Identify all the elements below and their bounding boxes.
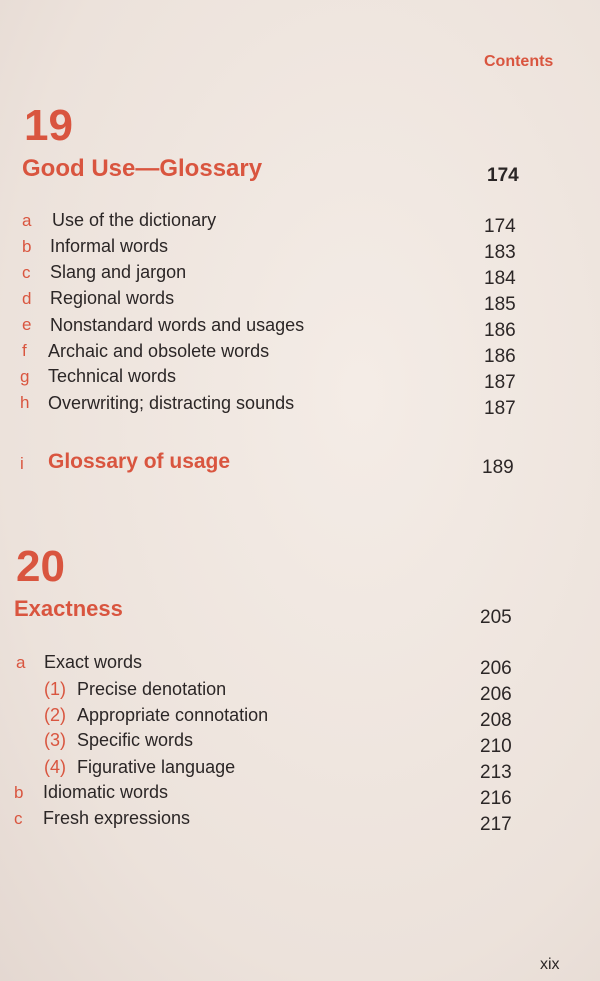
subsection-label: Specific words (77, 730, 194, 750)
subsection-page: 210 (480, 736, 512, 757)
section-letter: f (22, 341, 27, 360)
section-label: Idiomatic words (43, 782, 169, 802)
section-letter: c (14, 809, 23, 828)
chapter-20-title: Exactness (14, 596, 123, 621)
section-letter: h (20, 393, 30, 412)
running-head: Contents (484, 53, 554, 70)
section-label: Exact words (44, 652, 143, 672)
section-letter: d (22, 289, 32, 308)
section-page: 206 (480, 658, 512, 679)
subsection-page: 213 (480, 762, 512, 783)
section-page: 187 (484, 372, 516, 393)
subsection-number: (4) (44, 757, 66, 777)
section-page: 184 (484, 268, 516, 289)
section-page: 217 (480, 814, 512, 835)
section-label: Technical words (48, 366, 177, 386)
section-label: Fresh expressions (43, 808, 191, 828)
section-page: 187 (484, 398, 516, 419)
section-letter: i (20, 454, 24, 473)
section-label: Slang and jargon (50, 262, 187, 282)
section-letter: e (22, 315, 32, 334)
subsection-page: 208 (480, 710, 512, 731)
chapter-19-title: Good Use—Glossary (22, 155, 263, 182)
section-page: 186 (484, 320, 516, 341)
glossary-page: 189 (482, 457, 514, 478)
chapter-20-page: 205 (480, 607, 512, 628)
subsection-label: Figurative language (77, 757, 236, 777)
section-page: 183 (484, 242, 516, 263)
section-page: 185 (484, 294, 516, 315)
section-page: 186 (484, 346, 516, 367)
subsection-number: (1) (44, 679, 66, 699)
section-label: Use of the dictionary (52, 210, 217, 230)
subsection-number: (2) (44, 705, 66, 725)
section-letter: g (20, 367, 30, 386)
section-label: Overwriting; distracting sounds (48, 393, 295, 413)
section-letter: a (22, 211, 32, 230)
section-page: 174 (484, 216, 516, 237)
subsection-number: (3) (44, 730, 66, 750)
subsection-page: 206 (480, 684, 512, 705)
section-label: Archaic and obsolete words (48, 341, 270, 361)
subsection-label: Appropriate connotation (77, 705, 269, 725)
section-label: Informal words (50, 236, 169, 256)
chapter-19-page: 174 (487, 165, 519, 186)
section-letter: c (22, 263, 31, 282)
page-folio: xix (540, 956, 560, 973)
section-page: 216 (480, 788, 512, 809)
chapter-20-number: 20 (16, 542, 65, 591)
section-letter: b (22, 237, 32, 256)
section-label: Nonstandard words and usages (50, 315, 305, 335)
section-letter: b (14, 783, 24, 802)
chapter-19-number: 19 (24, 101, 73, 150)
section-label: Regional words (50, 288, 175, 308)
subsection-label: Precise denotation (77, 679, 227, 699)
glossary-title: Glossary of usage (48, 450, 231, 473)
section-letter: a (16, 653, 26, 672)
